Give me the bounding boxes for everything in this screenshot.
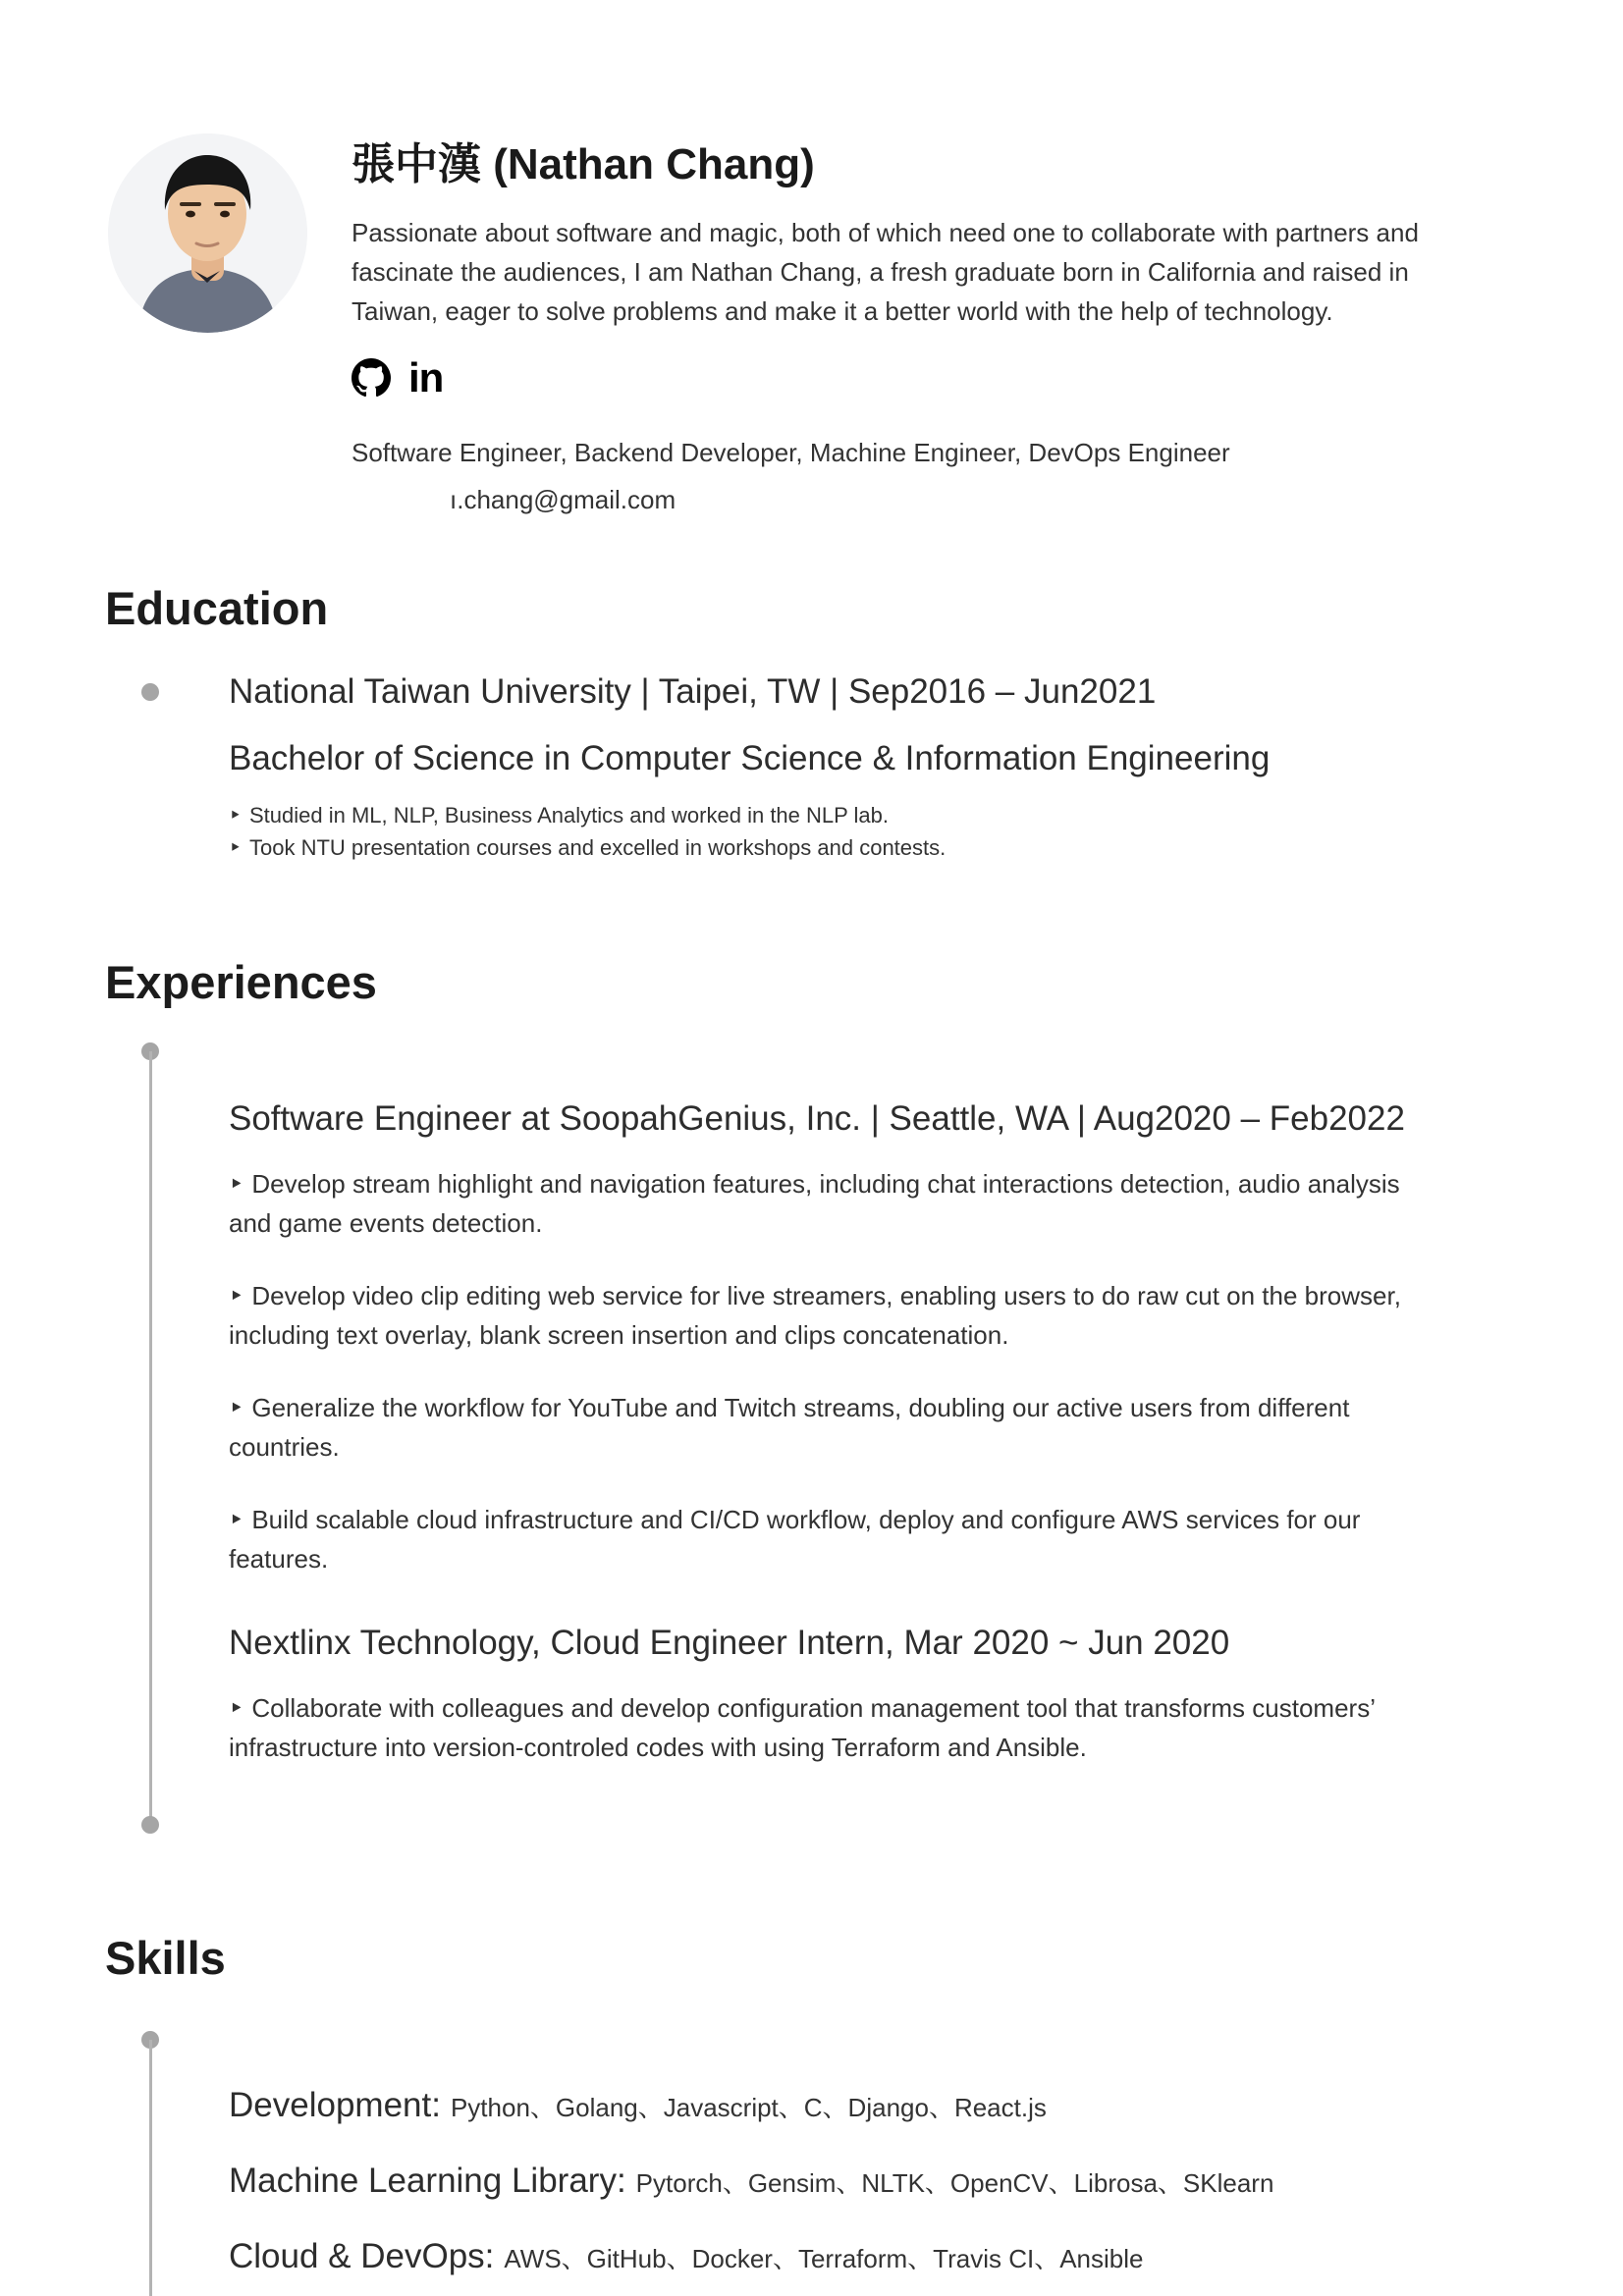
skill-category-label: Development:: [229, 2085, 441, 2124]
experiences-content: [229, 1042, 1623, 1834]
email-text: ı.chang@gmail.com: [450, 484, 676, 514]
degree-line: Bachelor of Science in Computer Science & Information Engineering: [229, 738, 1271, 777]
timeline-dot-bottom: [141, 1816, 159, 1834]
job-bullet-text: Generalize the workflow for YouTube and Twitch streams, doubling our active users from different countries.: [229, 1393, 1350, 1463]
linkedin-icon[interactable]: in: [408, 353, 444, 400]
triangle-bullet-icon: ‣: [229, 1505, 244, 1535]
skill-row: [229, 2160, 1623, 2210]
section-education: [0, 580, 1623, 864]
skill-items: Pytorch、Gensim、NLTK、OpenCV、Librosa、SKlearn: [635, 2167, 1274, 2198]
job-bullet-text: Collaborate with colleagues and develop configuration management tool that transforms customers’ infrastructure into version-controled codes with using Terraform and Ansible.: [229, 1692, 1376, 1762]
section-skills: [0, 1930, 1623, 2296]
profile-photo: [108, 133, 307, 333]
education-bullet-text: Studied in ML, NLP, Business Analytics and worked in the NLP lab.: [248, 802, 889, 828]
education-content: [229, 671, 1270, 864]
triangle-bullet-icon: ‣: [229, 802, 242, 828]
skill-category-label: Cloud & DevOps:: [229, 2236, 495, 2275]
bio: [352, 213, 1419, 331]
header: [0, 0, 1623, 519]
education-entry: [141, 671, 1623, 864]
github-icon[interactable]: [352, 358, 391, 398]
triangle-bullet-icon: ‣: [229, 1281, 244, 1311]
triangle-bullet-icon: ‣: [229, 1169, 244, 1200]
social-links: [352, 353, 1419, 400]
job-bullet: [229, 1500, 1422, 1578]
job-bullet: [229, 1688, 1422, 1767]
job-bullet: [229, 1164, 1422, 1243]
triangle-bullet-icon: ‣: [229, 834, 242, 860]
bio-line: Passionate about software and magic, both of which need one to collaborate with partners and: [352, 217, 1419, 247]
timeline-line: [149, 1051, 152, 1825]
roles-line: Software Engineer, Backend Developer, Machine Engineer, DevOps Engineer: [352, 437, 1230, 467]
education-bullet: [229, 799, 1270, 831]
education-bullet: [229, 831, 1270, 864]
triangle-bullet-icon: ‣: [229, 1393, 244, 1423]
person-name: 張中漢 (Nathan Chang): [352, 140, 815, 188]
skills-content: [229, 2031, 1623, 2296]
skill-category-label: Machine Learning Library:: [229, 2161, 626, 2200]
education-bullets: [229, 799, 1270, 864]
triangle-bullet-icon: ‣: [229, 1692, 244, 1723]
job-bullet-text: Develop stream highlight and navigation features, including chat interactions detection, audio analysis and game events detection.: [229, 1169, 1400, 1239]
timeline-line: [149, 2040, 152, 2296]
skills-timeline: [141, 2031, 1623, 2296]
skill-items: AWS、GitHub、Docker、Terraform、Travis CI、Ansible: [504, 2243, 1144, 2273]
skill-row: [229, 2235, 1623, 2285]
education-bullet-text: Took NTU presentation courses and excelled in workshops and contests.: [248, 834, 947, 860]
section-title-experiences: Experiences: [105, 955, 377, 1008]
section-experiences: [0, 954, 1623, 1834]
job-title: Nextlinx Technology, Cloud Engineer Intern, Mar 2020 ~ Jun 2020: [229, 1624, 1230, 1663]
bio-line: fascinate the audiences, I am Nathan Chang, a fresh graduate born in California and raised in: [352, 256, 1409, 287]
header-text: [352, 133, 1419, 519]
job-bullet: [229, 1276, 1422, 1355]
job-bullet-text: Develop video clip editing web service for live streamers, enabling users to do raw cut on the browser, including text overlay, blank screen insertion and clips concatenation.: [229, 1281, 1401, 1351]
bullet-dot: [141, 683, 159, 701]
section-title-skills: Skills: [105, 1931, 226, 1984]
bio-line: Taiwan, eager to solve problems and make it a better world with the help of technology.: [352, 295, 1333, 326]
job-bullet: [229, 1388, 1422, 1467]
experiences-timeline: [141, 1042, 1623, 1834]
job-bullet-text: Build scalable cloud infrastructure and CI/CD workflow, deploy and configure AWS services for our features.: [229, 1505, 1361, 1575]
profile-photo-illustration: [108, 133, 307, 333]
section-title-education: Education: [105, 581, 329, 634]
skill-row: [229, 2084, 1623, 2134]
job-title: Software Engineer at SoopahGenius, Inc. | Seattle, WA | Aug2020 – Feb2022: [229, 1099, 1405, 1139]
school-line: National Taiwan University | Taipei, TW | Sep2016 – Jun2021: [229, 671, 1157, 711]
skill-items: Python、Golang、Javascript、C、Django、React.js: [450, 2092, 1047, 2122]
